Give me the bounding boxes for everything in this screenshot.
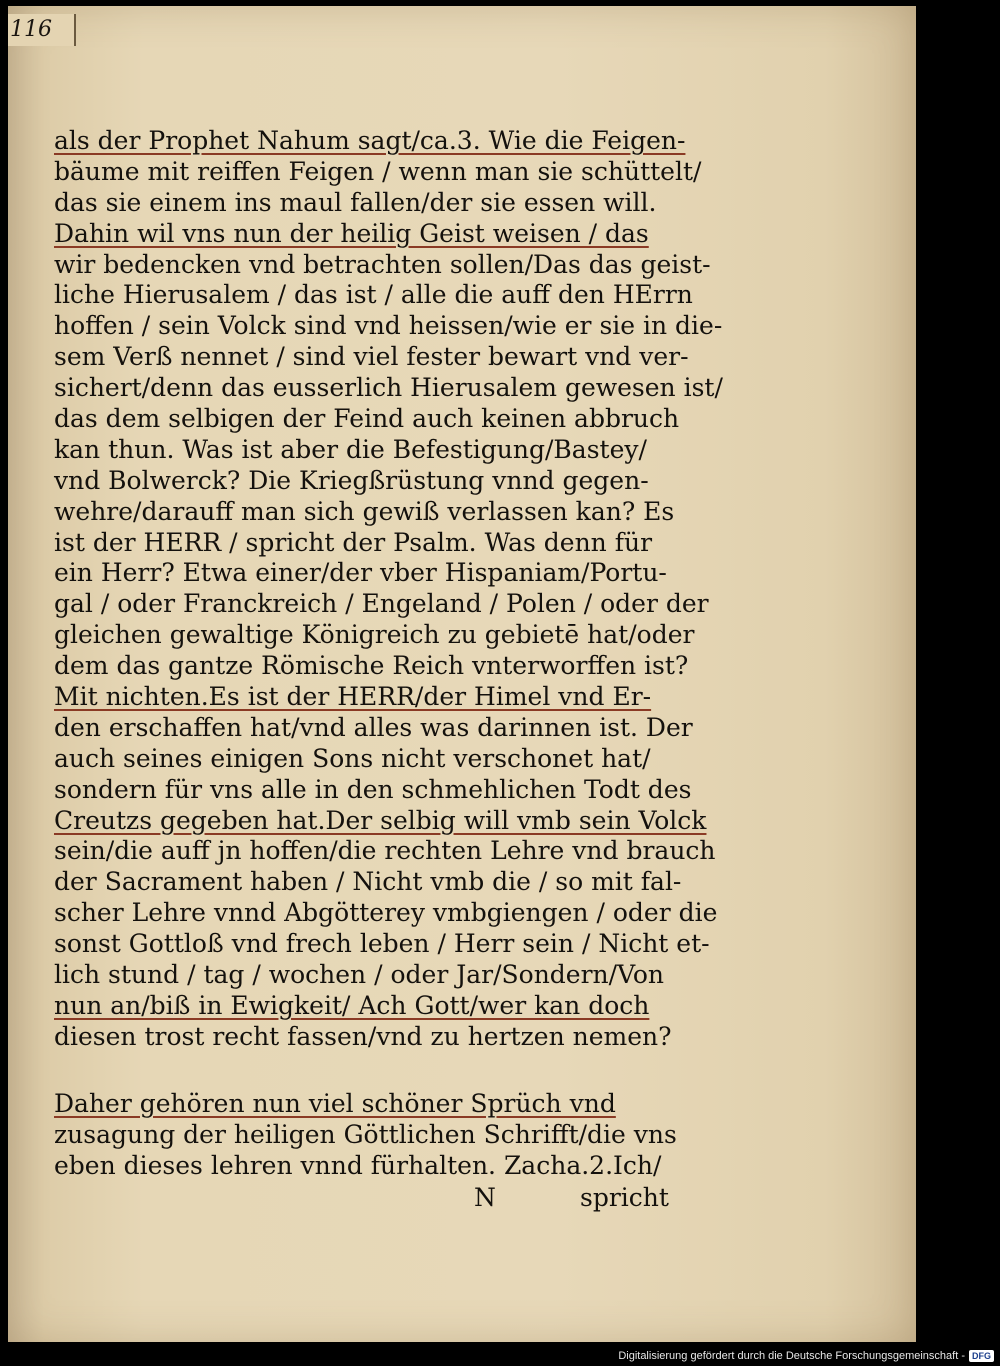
page-number: 116	[8, 14, 76, 46]
footer-text: Digitalisierung gefördert durch die Deutsche Forschungsgemeinschaft -	[618, 1350, 965, 1362]
signature-line	[54, 1181, 694, 1215]
text-line: sichert/denn das eusserlich Hierusalem gewesen ist/	[54, 373, 723, 403]
text-line: der Sacrament haben / Nicht vmb die / so mit fal-	[54, 867, 682, 897]
text-line: eben dieses lehren vnnd fürhalten. Zacha.2.Ich/	[54, 1150, 662, 1180]
paragraph-2	[54, 1089, 694, 1182]
text-line: dem das gantze Römische Reich vnterworffen ist?	[54, 651, 689, 681]
text-line: Daher gehören nun viel schöner Sprüch vnd	[54, 1088, 616, 1118]
dfg-logo: DFG	[969, 1350, 994, 1362]
text-line: das dem selbigen der Feind auch keinen abbruch	[54, 404, 680, 434]
catchword: spricht	[580, 1183, 669, 1213]
text-line: sein/die auff jn hoffen/die rechten Lehre vnd brauch	[54, 836, 716, 866]
text-line: diesen trost recht fassen/vnd zu hertzen nemen?	[54, 1021, 672, 1051]
text-line: nun an/biß in Ewigkeit/ Ach Gott/wer kan doch	[54, 990, 650, 1020]
text-line: kan thun. Was ist aber die Befestigung/Bastey/	[54, 434, 647, 464]
text-line: auch seines einigen Sons nicht verschonet hat/	[54, 743, 651, 773]
text-line: sonst Gottloß vnd frech leben / Herr sein / Nicht et-	[54, 929, 710, 959]
text-line: lich stund / tag / wochen / oder Jar/Sondern/Von	[54, 960, 664, 990]
text-line: Dahin wil vns nun der heilig Geist weisen / das	[54, 218, 649, 248]
text-line: gal / oder Franckreich / Engeland / Polen / oder der	[54, 589, 709, 619]
text-block	[54, 126, 723, 1215]
text-line: hoffen / sein Volck sind vnd heissen/wie er sie in die-	[54, 311, 723, 341]
text-line: Mit nichten.Es ist der HERR/der Himel vnd Er-	[54, 682, 652, 712]
signature-mark: N	[474, 1183, 496, 1213]
text-line: ist der HERR / spricht der Psalm. Was denn für	[54, 527, 653, 557]
text-line: scher Lehre vnnd Abgötterey vmbgiengen / oder die	[54, 898, 718, 928]
footer-credit	[618, 1350, 994, 1362]
text-line: gleichen gewaltige Königreich zu gebietē hat/oder	[54, 620, 695, 650]
text-line: sem Verß nennet / sind viel fester bewart vnd ver-	[54, 342, 689, 372]
text-line: vnd Bolwerck? Die Kriegßrüstung vnnd gegen-	[54, 465, 649, 495]
text-line: das sie einem ins maul fallen/der sie essen will.	[54, 187, 657, 217]
text-line: den erschaffen hat/vnd alles was darinnen ist. Der	[54, 712, 693, 742]
text-line: wehre/darauff man sich gewiß verlassen kan? Es	[54, 496, 675, 526]
text-line: sondern für vns alle in den schmehlichen Todt des	[54, 774, 692, 804]
text-line: wir bedencken vnd betrachten sollen/Das das geist-	[54, 249, 711, 279]
text-line: als der Prophet Nahum sagt/ca.3. Wie die Feigen-	[54, 126, 686, 155]
text-line: zusagung der heiligen Göttlichen Schrifft/die vns	[54, 1119, 677, 1149]
paragraph-spacer	[54, 1053, 694, 1089]
text-line: Creutzs gegeben hat.Der selbig will vmb sein Volck	[54, 805, 707, 835]
paragraph-1	[54, 126, 723, 1053]
text-line: ein Herr? Etwa einer/der vber Hispaniam/Portu-	[54, 558, 667, 588]
document-page	[8, 6, 916, 1342]
text-line: liche Hierusalem / das ist / alle die auff den HErrn	[54, 280, 693, 310]
text-line: bäume mit reiffen Feigen / wenn man sie schüttelt/	[54, 156, 702, 186]
